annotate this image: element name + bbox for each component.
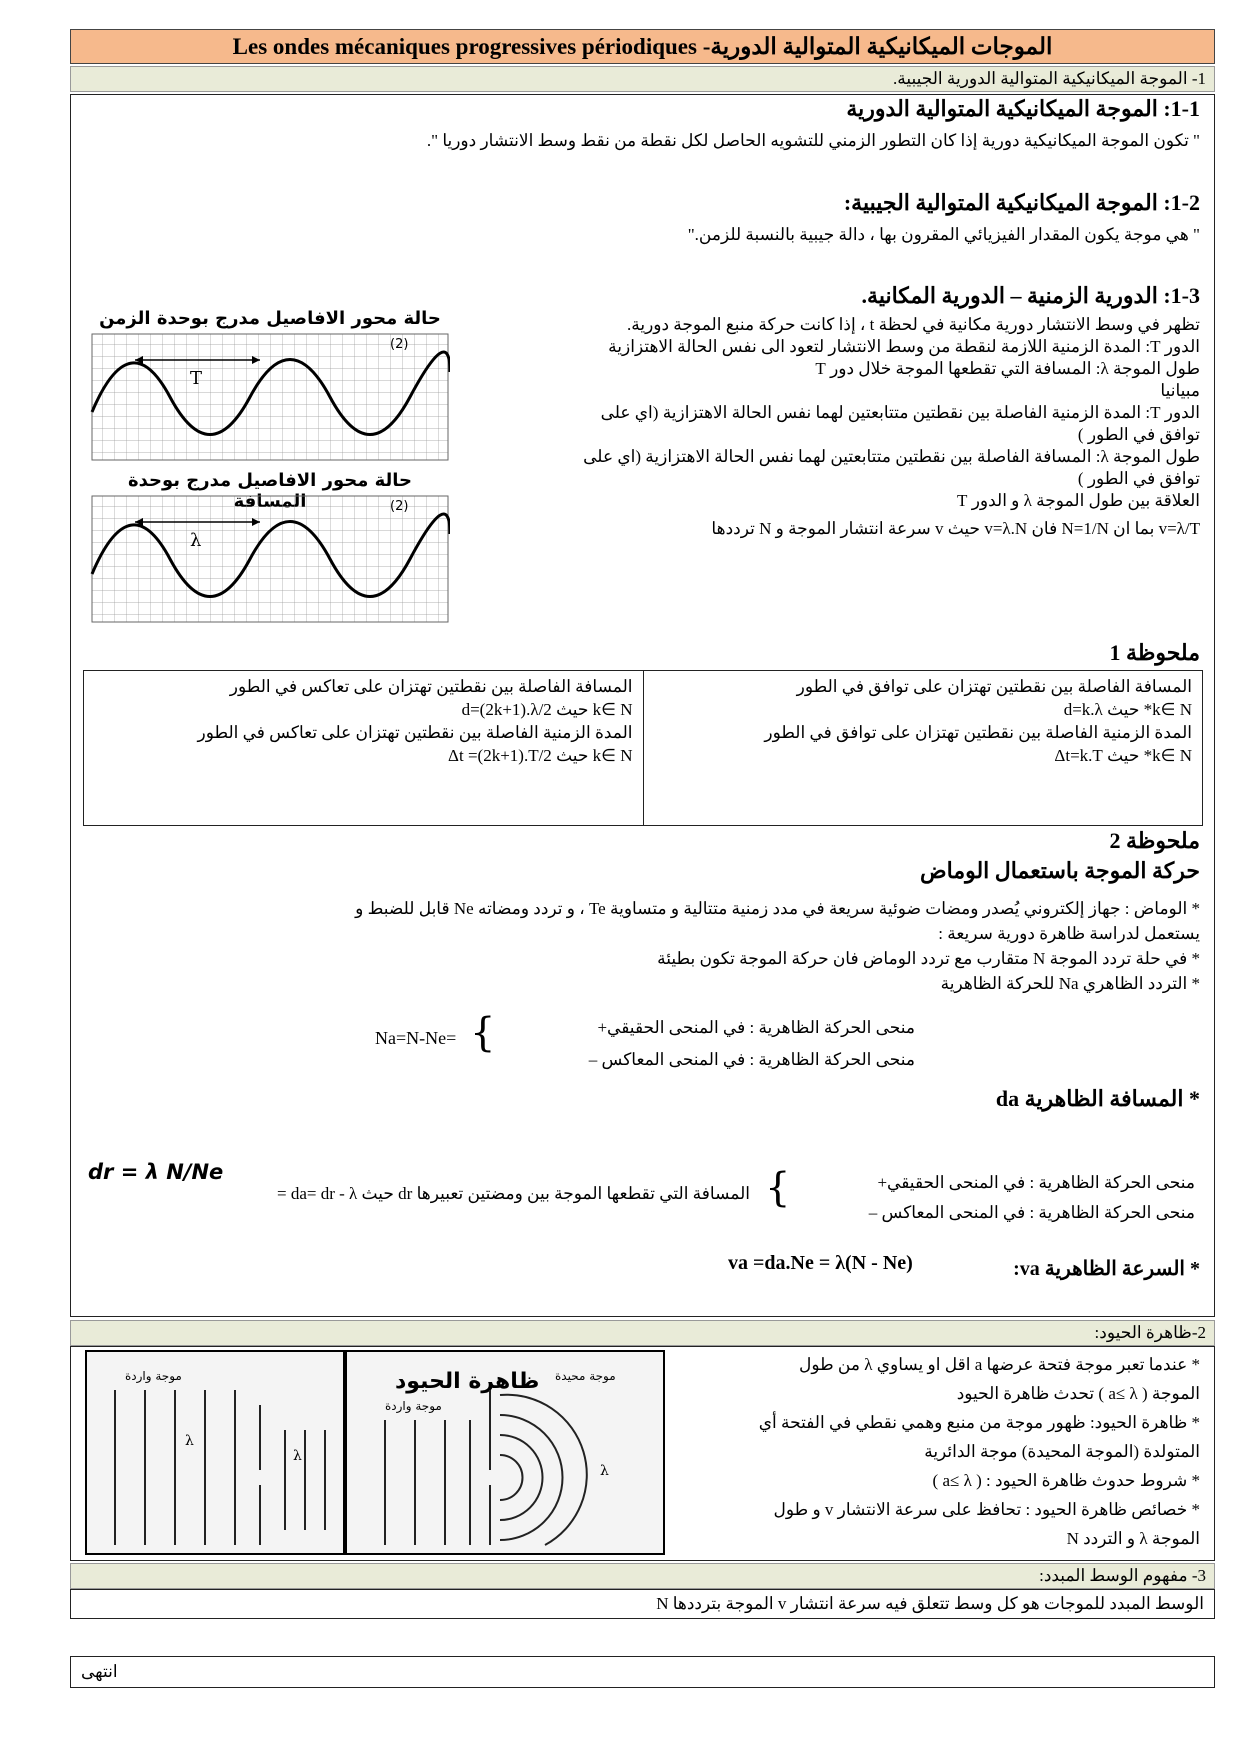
graph2-tag: (2)	[390, 499, 409, 514]
note1-in-phase	[643, 671, 1203, 825]
diffraction-image-2	[345, 1350, 665, 1555]
brace: {	[765, 1165, 791, 1211]
section-2-band: 2-ظاهرة الحيود:	[70, 1320, 1215, 1346]
line: * شروط حدوث ظاهرة الحيود : ( a≤ λ )	[932, 1471, 1200, 1490]
note2-subtitle: حركة الموجة باستعمال الوماض	[920, 858, 1200, 883]
note1-title: ملحوظة 1	[1109, 640, 1200, 665]
line: توافق في الطور )	[1077, 469, 1200, 488]
note2-title: ملحوظة 2	[1109, 828, 1200, 853]
line: المسافة الفاصلة بين نقطتين تهتزان على توافق في الطور	[796, 677, 1192, 696]
line: k∈ N* حيث d=k.λ	[1063, 700, 1192, 719]
text-1-1: " تكون الموجة الميكانيكية دورية إذا كان التطور الزمني للتشويه الحاصل لكل نقطة من نقط وسط الانتشار دوريا ".	[426, 131, 1200, 150]
incident-wave-label: موجة واردة	[385, 1399, 442, 1413]
note1-anti-phase	[84, 671, 643, 825]
na-formula: Na=N-Ne=	[375, 1028, 457, 1048]
line: * خصائص ظاهرة الحيود : تحافظ على سرعة الانتشار v و طول	[773, 1500, 1200, 1519]
va-title: * السرعة الظاهرية va:	[1013, 1258, 1200, 1280]
line: منحى الحركة الظاهرية : في المنحى الحقيقي+	[877, 1173, 1195, 1192]
da-cases	[790, 1168, 1195, 1228]
line: * الوماض : جهاز إلكتروني يُصدر ومضات ضوئية سريعة في مدد زمنية متتالية و متساوية Te ، و تردد ومضاته Ne قابل للضبط و	[355, 899, 1200, 918]
da-text: المسافة التي تقطعها الموجة بين ومضتين تعبيرها dr حيث da= dr - λ =	[277, 1184, 750, 1203]
line: k∈ N حيث d=(2k+1).λ/2	[461, 700, 633, 719]
line: v=λ/T بما ان N=1/N فان v=λ.N حيث v سرعة انتشار الموجة و N ترددها	[711, 519, 1200, 538]
line: منحى الحركة الظاهرية : في المنحى المعاكس –	[588, 1050, 915, 1069]
diffraction-image-1	[85, 1350, 345, 1555]
line: k∈ N* حيث Δt=k.T	[1054, 746, 1192, 765]
end-marker: انتهى	[70, 1656, 1215, 1688]
svg-text:λ: λ	[185, 1433, 194, 1449]
note2-text	[90, 896, 1200, 996]
section-1-band: 1- الموجة الميكانيكية المتوالية الدورية الجيبية.	[70, 66, 1215, 92]
line: العلاقة بين طول الموجة λ و الدور T	[957, 491, 1200, 510]
line: الموجة λ و التردد N	[1066, 1529, 1200, 1548]
time-graph	[90, 332, 450, 462]
line: الدور T: المدة الزمنية اللازمة لنقطة من وسط الانتشار لتعود الى نفس الحالة الاهتزازية	[608, 337, 1200, 356]
line: مبيانيا	[1160, 381, 1200, 400]
graph2-title: حالة محور الافاصيل مدرج بوحدة	[127, 470, 413, 491]
line: طول الموجة λ: المسافة الفاصلة بين نقطتين متتابعتين لهما نفس الحالة الاهتزازية (اي على	[583, 447, 1200, 466]
line: k∈ N حيث Δt =(2k+1).T/2	[448, 746, 633, 765]
diffraction-image-title: ظاهرة الحيود	[395, 1369, 540, 1394]
line: المدة الزمنية الفاصلة بين نقطتين تهتزان على تعاكس في الطور	[197, 723, 633, 742]
svg-text:λ: λ	[293, 1448, 302, 1464]
line: منحى الحركة الظاهرية : في المنحى المعاكس –	[868, 1203, 1195, 1222]
diffraction-text	[680, 1350, 1200, 1553]
line: توافق في الطور )	[1077, 425, 1200, 444]
na-cases	[495, 1012, 915, 1076]
graph1-title: حالة محور الافاصيل مدرج بوحدة الزمن	[99, 308, 441, 329]
line: الدور T: المدة الزمنية الفاصلة بين نقطتين متتابعتين لهما نفس الحالة الاهتزازية (اي على	[600, 403, 1200, 422]
line: طول الموجة λ: المسافة التي تقطعها الموجة خلال دور T	[815, 359, 1200, 378]
line: * التردد الظاهري Na للحركة الظاهرية	[940, 974, 1200, 993]
page-title: Les ondes mécaniques progressives périodiques -الموجات الميكانيكية المتوالية الدورية	[70, 29, 1215, 64]
heading-1-2: 1-2: الموجة الميكانيكية المتوالية الجيبية:	[843, 190, 1200, 215]
line: المتولدة (الموجة المحيدة) موجة الدائرية	[924, 1442, 1200, 1461]
va-formula: va =da.Ne = λ(N - Ne)	[728, 1252, 913, 1274]
incident-wave-label: موجة واردة	[125, 1369, 182, 1383]
line: يستعمل لدراسة ظاهرة دورية سريعة :	[938, 924, 1200, 943]
heading-1-1: 1-1: الموجة الميكانيكية المتوالية الدورية	[846, 96, 1200, 121]
svg-text:λ: λ	[600, 1463, 609, 1479]
diffracted-wave-label: موجة محيدة	[555, 1369, 616, 1383]
brace: {	[470, 1010, 496, 1056]
note1-table	[83, 670, 1203, 826]
graph1-tag: (2)	[390, 337, 409, 352]
graph2-label: λ	[190, 530, 202, 551]
dr-formula: dr = λ N/Ne	[88, 1160, 224, 1184]
line: * ظاهرة الحيود: ظهور موجة من منبع وهمي نقطي في الفتحة أي	[758, 1413, 1200, 1432]
periodicity-graphs	[90, 300, 450, 630]
text-1-3	[490, 314, 1200, 540]
line: المسافة الفاصلة بين نقطتين تهتزان على تعاكس في الطور	[229, 677, 633, 696]
line: المدة الزمنية الفاصلة بين نقطتين تهتزان على توافق في الطور	[764, 723, 1192, 742]
line: * عندما تعبر موجة فتحة عرضها a اقل او يساوي λ من طول	[798, 1355, 1200, 1374]
line: منحى الحركة الظاهرية : في المنحى الحقيقي+	[597, 1018, 915, 1037]
line: الموجة ( a≤ λ ) تحدث ظاهرة الحيود	[956, 1384, 1200, 1403]
distance-graph	[90, 494, 450, 624]
line: * في حلة تردد الموجة N متقارب مع تردد الوماض فان حركة الموجة تكون بطيئة	[657, 949, 1200, 968]
da-title: * المسافة الظاهرية da	[995, 1086, 1200, 1111]
graph1-label: T	[190, 368, 203, 389]
line: تظهر في وسط الانتشار دورية مكانية في لحظة t ، إذا كانت حركة منبع الموجة دورية.	[626, 315, 1200, 334]
heading-1-3: 1-3: الدورية الزمنية – الدورية المكانية.	[861, 283, 1200, 308]
text-1-2: " هي موجة يكون المقدار الفيزيائي المقرون بها ، دالة جيبية بالنسبة للزمن."	[687, 225, 1200, 244]
section-3-band: 3- مفهوم الوسط المبدد:	[70, 1563, 1215, 1589]
dispersive-medium-text: الوسط المبدد للموجات هو كل وسط تتعلق فيه سرعة انتشار v الموجة بترددها N	[70, 1589, 1215, 1619]
